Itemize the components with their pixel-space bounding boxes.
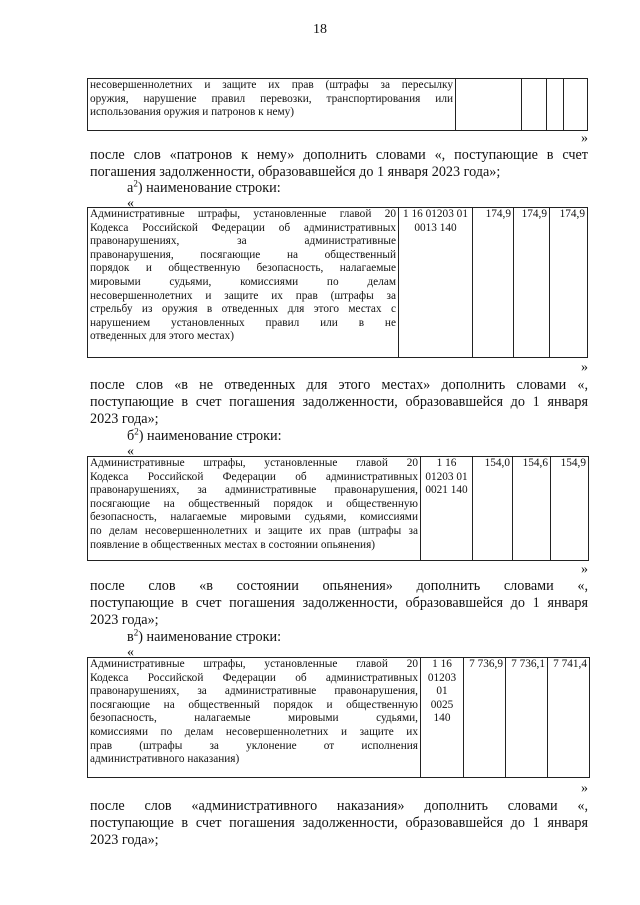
row-name-line: прав (штрафы за уклонение от исполнения (90, 739, 418, 752)
heading-letter: а (127, 180, 134, 196)
code-line: 01 (436, 685, 448, 698)
value-cell: 154,6 (513, 457, 551, 561)
row-name-line: использования оружия и патронов к нему) (90, 106, 295, 119)
row-name-line: нарушением установленных правил или в не (90, 316, 396, 329)
page-number: 18 (313, 22, 327, 37)
paragraph-line: после слов «в состоянии опьянения» дополнить словами «, (90, 578, 588, 594)
paragraph-3 (90, 578, 588, 629)
row-name-line: правонарушениях, за административные правонарушения, (90, 484, 418, 497)
table-row-a (87, 207, 588, 358)
close-quote: » (581, 781, 588, 796)
row-name-line: Административные штрафы, установленные главой 20 (90, 208, 396, 220)
heading-letter: б (127, 428, 135, 444)
close-quote: » (581, 131, 588, 146)
row-name-line: комиссиями по делам несовершеннолетних и защите их (90, 725, 418, 738)
code-line: 0025 (430, 698, 454, 711)
row-name (88, 208, 399, 358)
paragraph-line: после слов «административного наказания» дополнить словами «, (90, 798, 588, 814)
code-cell (399, 208, 473, 358)
value-cell: 7 736,1 (506, 658, 548, 778)
open-quote: « (127, 196, 134, 211)
code-line: 1 16 01203 01 (403, 208, 468, 220)
code-line: 1 16 (432, 658, 452, 670)
row-name-line: правонарушения, посягающие на общественный (90, 248, 396, 261)
heading-text: ) наименование строки: (137, 180, 281, 196)
heading-text: ) наименование строки: (138, 629, 282, 645)
paragraph-line: погашения задолженности, образовавшейся до 1 января 2023 года»; (90, 164, 501, 180)
row-name-line: безопасность, налагаемые мировыми судьями, (90, 712, 418, 725)
paragraph-line: 2023 года»; (90, 411, 159, 427)
table-row-continuation (87, 78, 588, 131)
code-cell (421, 658, 464, 778)
open-quote: « (127, 444, 134, 459)
value-cell: 174,9 (550, 208, 588, 358)
paragraph-line: 2023 года»; (90, 832, 159, 848)
row-name-line: Административные штрафы, установленные главой 20 (90, 658, 418, 670)
row-name-line: правонарушениях, за административные правонарушения, (90, 685, 418, 698)
value-cell: 154,0 (473, 457, 513, 561)
value-cell (547, 79, 564, 131)
code-line: 0021 140 (425, 484, 468, 497)
heading-letter: в (127, 629, 134, 645)
row-name-line: Административные штрафы, установленные главой 20 (90, 457, 418, 469)
row-name-line: появление в общественных местах в состоянии опьянения) (90, 538, 376, 551)
paragraph-line: после слов «патронов к нему» дополнить словами «, поступающие в счет (90, 147, 588, 163)
value-cell: 174,9 (473, 208, 514, 358)
table-row-b (87, 456, 589, 561)
paragraph-4 (90, 798, 588, 849)
code-line: 0013 140 (414, 221, 457, 234)
table-row-c (87, 657, 590, 778)
close-quote: » (581, 562, 588, 577)
paragraph-2 (90, 377, 588, 428)
paragraph-line: поступающие в счет погашения задолженности, образовавшейся до 1 января (90, 815, 588, 831)
value-cell: 7 741,4 (548, 658, 590, 778)
paragraph-line: поступающие в счет погашения задолженности, образовавшейся до 1 января (90, 394, 588, 410)
code-cell (456, 79, 522, 131)
row-name-line: несовершеннолетних и защите их прав (штрафы за пересылку (90, 79, 453, 91)
row-name-line: административного наказания) (90, 753, 240, 766)
row-name (88, 79, 456, 131)
row-name-line: по делам несовершеннолетних и защите их прав (штрафы за (90, 524, 418, 537)
heading-a (127, 180, 427, 197)
paragraph-line: после слов «в не отведенных для этого местах» дополнить словами «, (90, 377, 588, 393)
row-name-line: стрельбу из оружия в отведенных для этого местах с (90, 303, 396, 316)
paragraph-line: поступающие в счет погашения задолженности, образовавшейся до 1 января (90, 595, 588, 611)
value-cell (522, 79, 547, 131)
heading-c (127, 629, 427, 646)
heading-text: ) наименование строки: (138, 428, 282, 444)
row-name (88, 457, 421, 561)
row-name-line: Кодекса Российской Федерации об административных (90, 671, 418, 684)
heading-b (127, 428, 427, 445)
value-cell: 7 736,9 (464, 658, 506, 778)
value-cell: 174,9 (514, 208, 550, 358)
close-quote: » (581, 360, 588, 375)
code-line: 01203 (427, 671, 457, 684)
code-cell (421, 457, 473, 561)
paragraph-1 (90, 147, 588, 181)
row-name-line: оружия, нарушение правил перевозки, транспортирования или (90, 92, 453, 105)
row-name-line: посягающие на общественный порядок и общественную (90, 497, 418, 510)
row-name-line: правонарушениях, за административные (90, 235, 396, 248)
code-line: 140 (433, 712, 451, 725)
row-name-line: Кодекса Российской Федерации об административных (90, 221, 396, 234)
row-name-line: мировыми судьями, комиссиями по делам (90, 275, 396, 288)
heading-sup: 2 (133, 178, 138, 189)
row-name-line: несовершеннолетних и защите их прав (штрафы за (90, 289, 396, 302)
row-name (88, 658, 421, 778)
row-name-line: посягающие на общественный порядок и общественную (90, 698, 418, 711)
code-line: 1 16 (436, 457, 457, 469)
row-name-line: Кодекса Российской Федерации об административных (90, 470, 418, 483)
row-name-line: безопасность, налагаемые мировыми судьями, комиссиями (90, 511, 418, 524)
heading-sup: 2 (133, 627, 139, 638)
row-name-line: отведенных для этого местах) (90, 330, 234, 343)
value-cell: 154,9 (551, 457, 589, 561)
code-line: 01203 01 (425, 470, 468, 483)
paragraph-line: 2023 года»; (90, 612, 159, 628)
value-cell (564, 79, 588, 131)
row-name-line: порядок и общественную безопасность, налагаемые (90, 262, 396, 275)
open-quote: « (127, 645, 134, 660)
heading-sup: 2 (134, 426, 139, 437)
